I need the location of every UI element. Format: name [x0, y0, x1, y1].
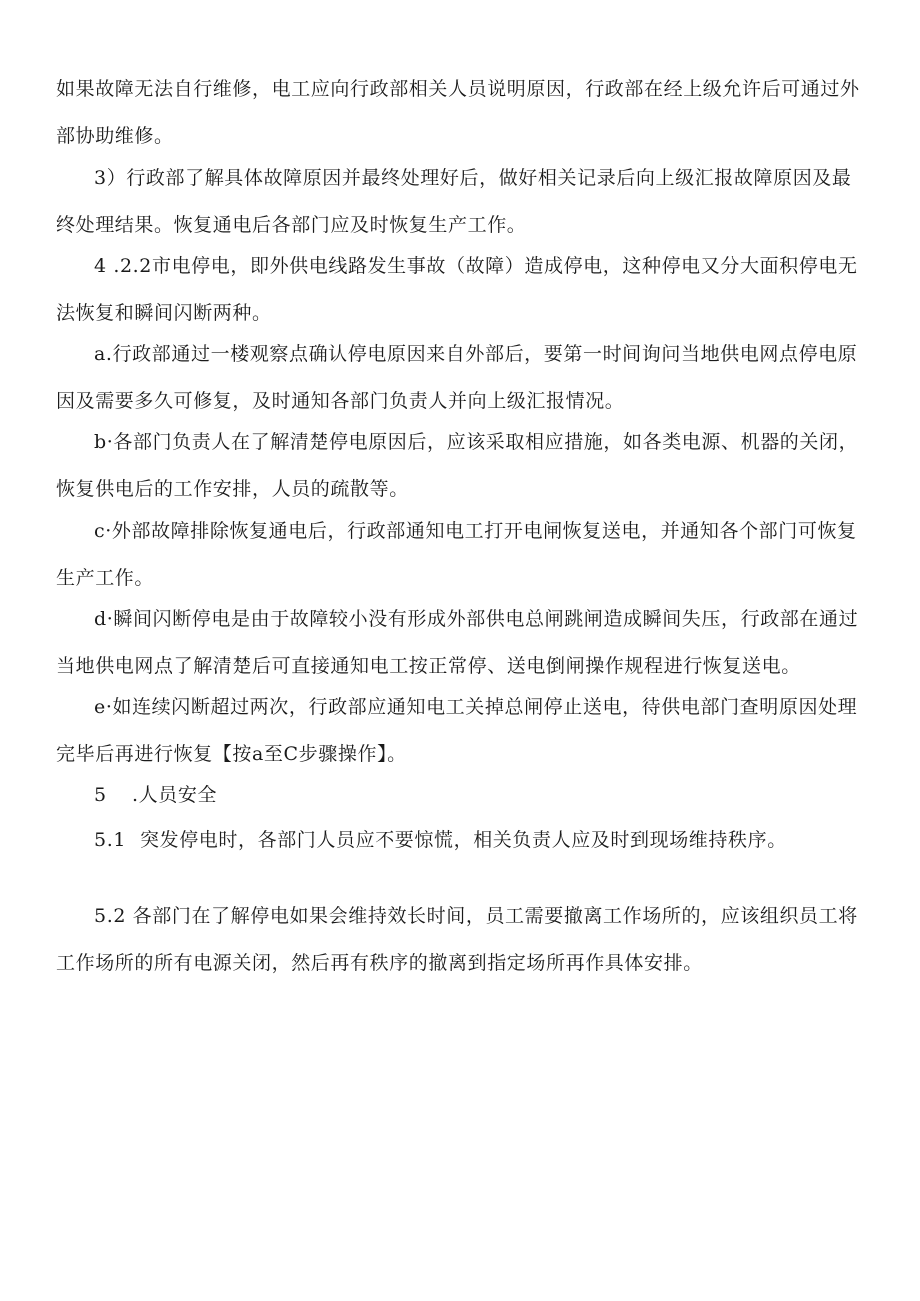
paragraph-item-e: e·如连续闪断超过两次，行政部应通知电工关掉总闸停止送电，待供电部门查明原因处理完毕后再进行恢复【按a至C步骤操作】。 [56, 696, 858, 765]
section-5-heading [94, 772, 854, 819]
paragraph-5-2: 5.2 各部门在了解停电如果会维持效长时间，员工需要撤离工作场所的，应该组织员工将工作场所的所有电源关闭，然后再有秩序的撤离到指定场所再作具体安排。 [56, 905, 858, 974]
paragraph-step-3: 3）行政部了解具体故障原因并最终处理好后，做好相关记录后向上级汇报故障原因及最终处理结果。恢复通电后各部门应及时恢复生产工作。 [56, 167, 852, 236]
paragraph-5-1 [94, 817, 870, 864]
paragraph-repair-continuation: 如果故障无法自行维修，电工应向行政部相关人员说明原因，行政部在经上级允许后可通过外部协助维修。 [56, 78, 860, 147]
item-5-1-text: 突发停电时，各部门人员应不要惊慌，相关负责人应及时到现场维持秩序。 [140, 829, 787, 851]
paragraph-item-c: c·外部故障排除恢复通电后，行政部通知电工打开电闸恢复送电，并通知各个部门可恢复生产工作。 [56, 520, 857, 589]
section-5-title: .人员安全 [132, 784, 218, 806]
paragraph-item-a: a.行政部通过一楼观察点确认停电原因来自外部后，要第一时间询问当地供电网点停电原因及需要多久可修复，及时通知各部门负责人并向上级汇报情况。 [56, 343, 858, 412]
paragraph-item-b: b·各部门负责人在了解清楚停电原因后，应该采取相应措施，如各类电源、机器的关闭，恢复供电后的工作安排，人员的疏散等。 [56, 431, 859, 500]
section-5-number: 5 [94, 784, 107, 806]
paragraph-item-d: d·瞬间闪断停电是由于故障较小没有形成外部供电总闸跳闸造成瞬间失压，行政部在通过当地供电网点了解清楚后可直接通知电工按正常停、送电倒闸操作规程进行恢复送电。 [56, 608, 859, 677]
item-5-1-number: 5.1 [94, 829, 127, 851]
paragraph-4-2-2: 4 .2.2市电停电，即外供电线路发生事故（故障）造成停电，这种停电又分大面积停电无法恢复和瞬间闪断两种。 [56, 255, 858, 324]
